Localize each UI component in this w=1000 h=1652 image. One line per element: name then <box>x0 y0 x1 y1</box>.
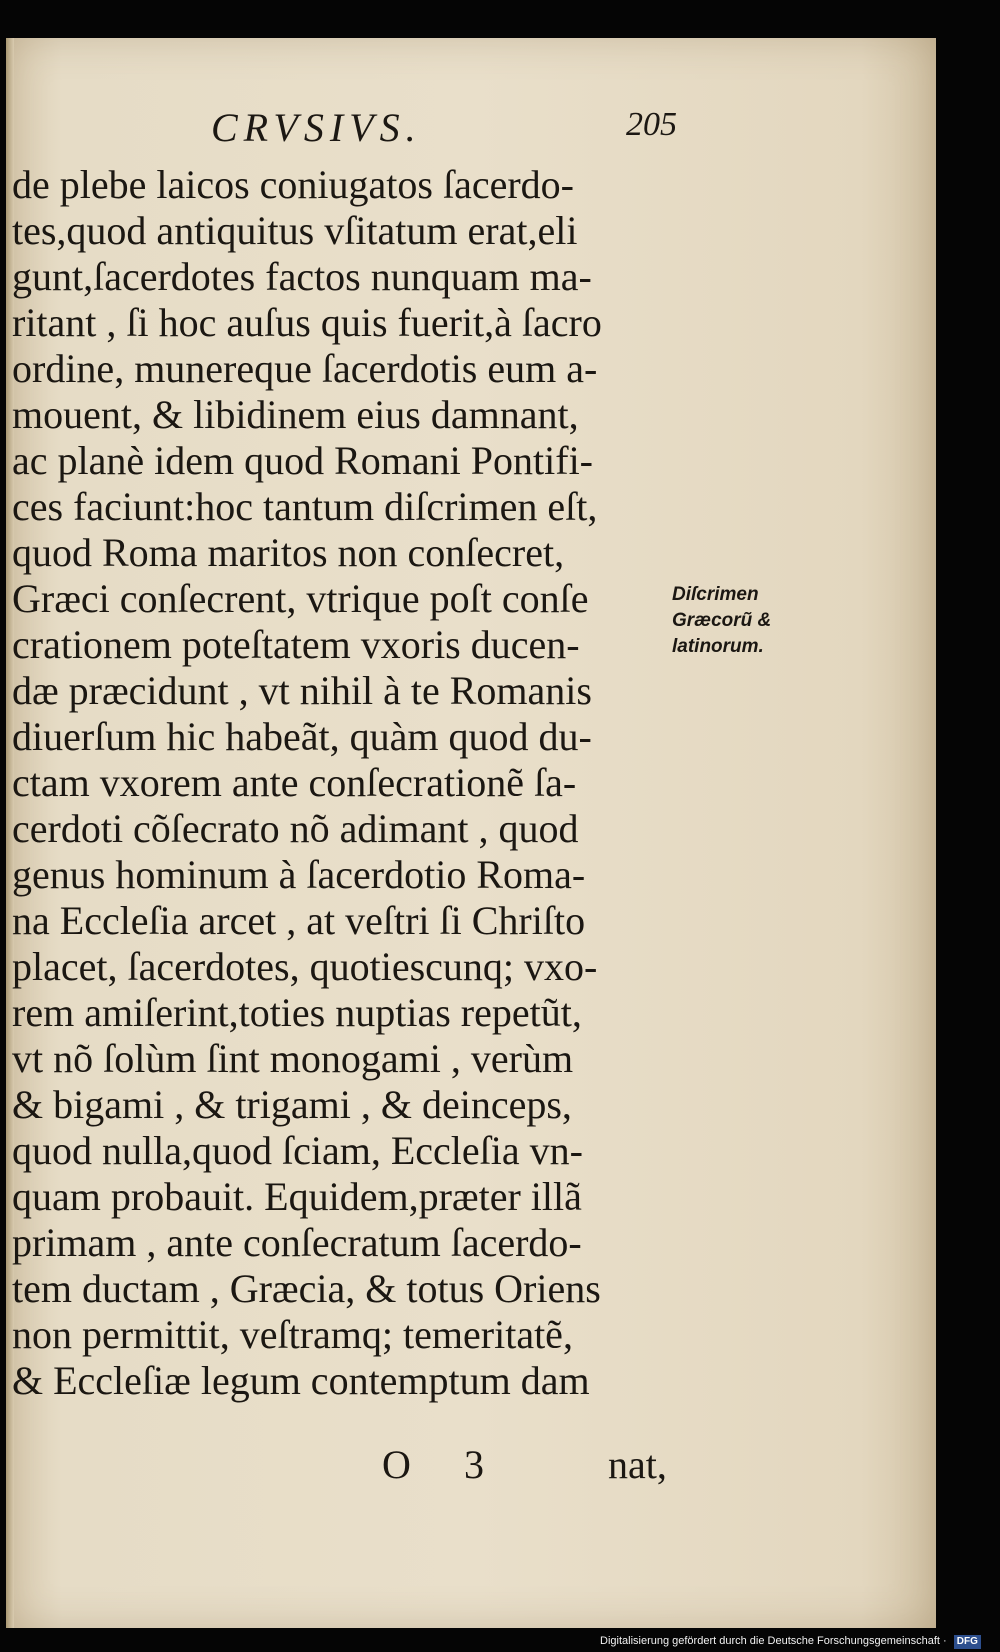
text-line: mouent, & libidinem eius damnant, <box>12 392 579 437</box>
text-line: quod Roma maritos non conſecret, <box>12 530 565 575</box>
marginal-note-line: Græcorũ & <box>672 610 772 631</box>
text-line: quod nulla,quod ſciam, Eccleſia vn- <box>12 1128 583 1173</box>
text-line: placet, ſacerdotes, quotiescunq; vxo- <box>12 944 598 989</box>
text-line: ritant , ſi hoc auſus quis fuerit,à ſacro <box>12 300 602 345</box>
catchline <box>12 1441 672 1491</box>
marginal-note-line: latinorum. <box>672 636 764 657</box>
text-line: tes,quod antiquitus vſitatum erat,eli <box>12 208 578 253</box>
text-line: crationem poteſtatem vxoris ducen- <box>12 622 580 667</box>
text-line: rem amiſerint,toties nuptias repetũt, <box>12 990 582 1035</box>
credit-text: Digitalisierung gefördert durch die Deutsche Forschungsgemeinschaft · <box>600 1635 947 1647</box>
text-line: dæ præcidunt , vt nihil à te Romanis <box>12 668 592 713</box>
text-line: gunt,ſacerdotes factos nunquam ma- <box>12 254 592 299</box>
text-line: ctam vxorem ante conſecrationẽ ſa- <box>12 760 577 805</box>
text-line: ordine, munereque ſacerdotis eum a- <box>12 346 598 391</box>
page-number: 205 <box>626 106 677 143</box>
text-line: na Eccleſia arcet , at veſtri ſi Chriſto <box>12 898 586 943</box>
book-page <box>6 38 936 1628</box>
text-line: Græci conſecrent, vtrique poſt conſe <box>12 576 589 621</box>
text-line: & bigami , & trigami , & deinceps, <box>12 1082 572 1127</box>
text-line: genus hominum à ſacerdotio Roma- <box>12 852 586 897</box>
text-line: vt nõ ſolùm ſint monogami , verùm <box>12 1036 574 1081</box>
text-line: tem ductam , Græcia, & totus Oriens <box>12 1266 601 1311</box>
marginal-note <box>672 582 812 660</box>
text-line: de plebe laicos coniugatos ſacerdo- <box>12 162 574 207</box>
signature-number: 3 <box>464 1442 484 1487</box>
text-line: primam , ante conſecratum ſacerdo- <box>12 1220 582 1265</box>
text-line: non permittit, veſtramq; temeritatẽ, <box>12 1312 573 1357</box>
text-line: cerdoti cõſecrato nõ adimant , quod <box>12 806 579 851</box>
marginal-note-line: Diſcrimen <box>672 584 759 605</box>
text-line: ac planè idem quod Romani Pontifi- <box>12 438 593 483</box>
text-line: & Eccleſiæ legum contemptum dam <box>12 1358 590 1403</box>
text-line: quam probauit. Equidem,præter illã <box>12 1174 582 1219</box>
text-line: ces faciunt:hoc tantum diſcrimen eſt, <box>12 484 598 529</box>
digitization-credit <box>600 1630 1000 1652</box>
running-head: CRVSIVS. <box>211 105 422 150</box>
body-text <box>12 162 672 1404</box>
text-line: diuerſum hic habeãt, quàm quod du- <box>12 714 592 759</box>
catchword: nat, <box>608 1442 667 1487</box>
signature-mark: O <box>382 1442 411 1487</box>
page-header <box>6 104 936 154</box>
dfg-logo: DFG <box>954 1635 981 1649</box>
